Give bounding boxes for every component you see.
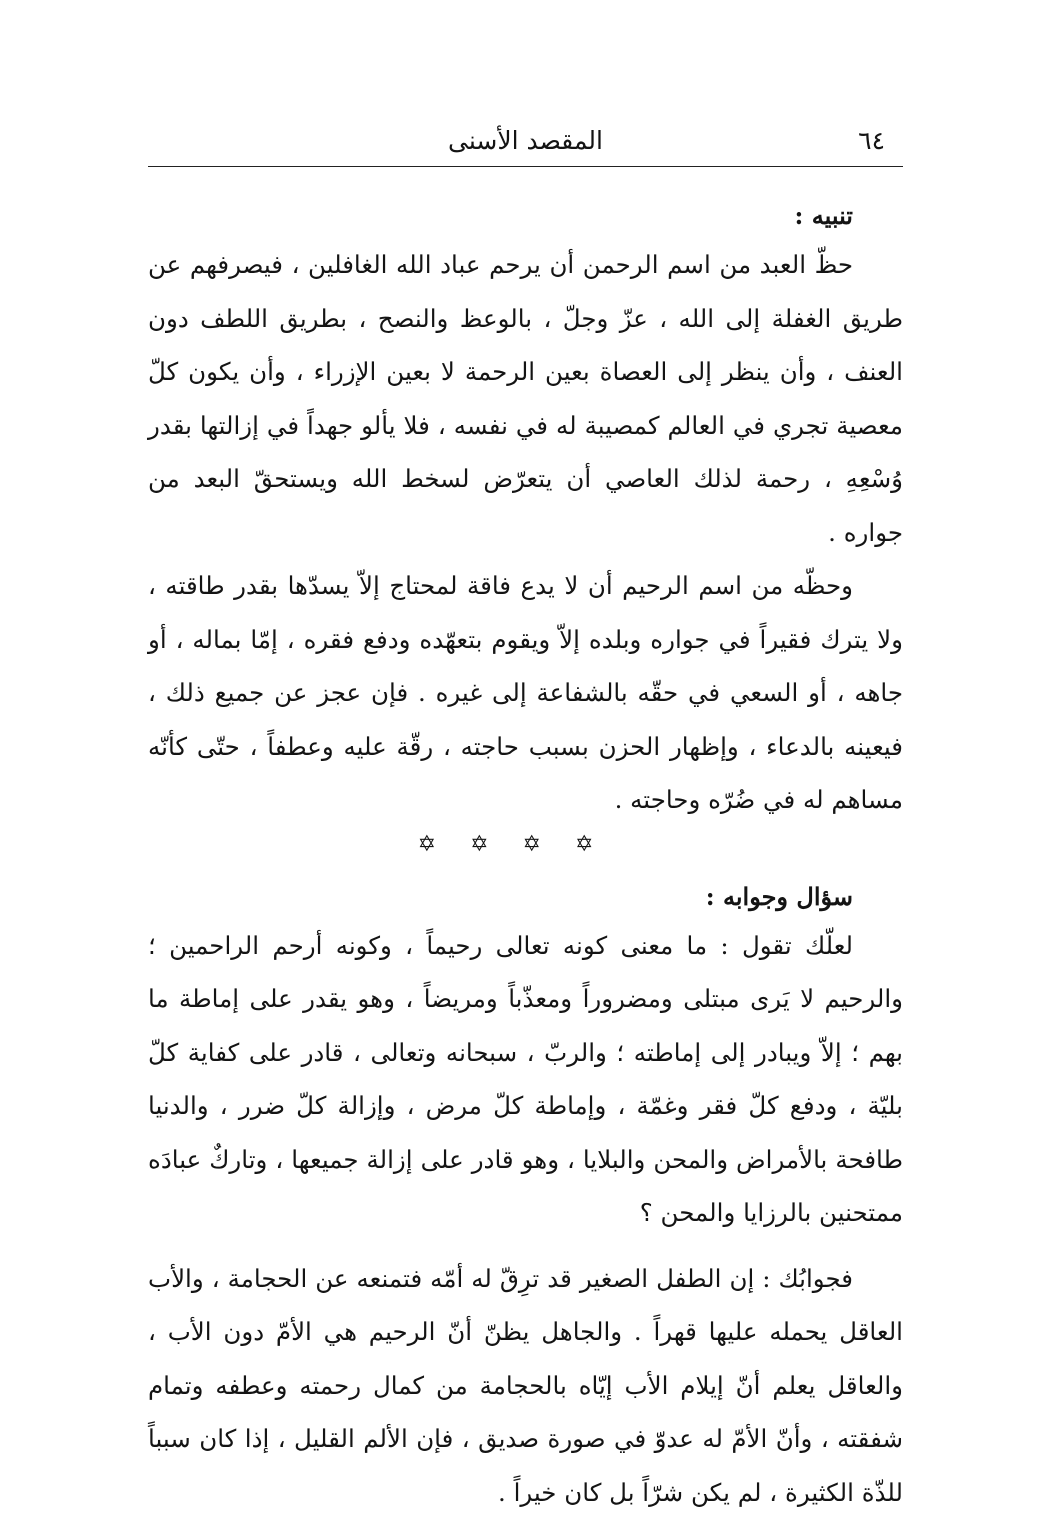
paragraph-answer: فجوابُك : إن الطفل الصغير قد ترِقّ له أمّه فتمنعه عن الحجامة ، والأب العاقل يحمله عليها قهراً . والجاهل يظنّ أنّ الرحيم هي الأمّ دون الأب ، والعاقل يعلم أنّ إيلام الأب إيّاه بالحجامة من كمال رحمته وعطفه وتمام شفقته ، وأنّ الأمّ له عدوّ في صورة صديق ، فإن الألم القليل ، إذا كان سبباً للذّة الكثيرة ، لم يكن شرّاً بل كان خيراً .: [148, 1252, 903, 1519]
star-icon: ✡: [575, 827, 593, 863]
star-icon: ✡: [418, 827, 436, 863]
section-separator: [148, 827, 903, 863]
paragraph-rahman: حظّ العبد من اسم الرحمن أن يرحم عباد الله الغافلين ، فيصرفهم عن طريق الغفلة إلى الله ، عزّ وجلّ ، بالوعظ والنصح ، بطريق اللطف دون العنف ، وأن ينظر إلى العصاة بعين الرحمة لا بعين الإزراء ، وأن يكون كلّ معصية تجري في العالم كمصيبة له في نفسه ، فلا يألو جهداً في إزالتها بقدر وُسْعِهِ ، رحمة لذلك العاصي أن يتعرّض لسخط الله ويستحقّ البعد من جواره .: [148, 238, 903, 559]
section-heading-note: تنبيه :: [148, 196, 853, 236]
page-body: [148, 196, 903, 1519]
star-icon: ✡: [470, 827, 488, 863]
page-number: ٦٤: [858, 126, 885, 155]
page-header: [148, 122, 903, 167]
paragraph-question: لعلّك تقول : ما معنى كونه تعالى رحيماً ، وكونه أرحم الراحمين ؛ والرحيم لا يَرى مبتلى ومضروراً ومعذّباً ومريضاً ، وهو يقدر على إماطة ما بهم ؛ إلاّ ويبادر إلى إماطته ؛ والربّ ، سبحانه وتعالى ، قادر على كفاية كلّ بليّة ، ودفع كلّ فقر وغمّة ، وإماطة كلّ مرض ، وإزالة كلّ ضرر ، والدنيا طافحة بالأمراض والمحن والبلايا ، وهو قادر على إزالة جميعها ، وتاركٌ عبادَه ممتحنين بالرزايا والمحن ؟: [148, 919, 903, 1240]
paragraph-rahim: وحظّه من اسم الرحيم أن لا يدع فاقة لمحتاج إلاّ يسدّها بقدر طاقته ، ولا يترك فقيراً في جواره وبلده إلاّ ويقوم بتعهّده ودفع فقره ، إمّا بماله ، أو جاهه ، أو السعي في حقّه بالشفاعة إلى غيره . فإن عجز عن جميع ذلك ، فيعينه بالدعاء ، وإظهار الحزن بسبب حاجته ، رقّة عليه وعطفاً ، حتّى كأنّه مساهم له في ضُرّه وحاجته .: [148, 559, 903, 827]
star-icon: ✡: [523, 827, 541, 863]
section-heading-question: سؤال وجوابه :: [148, 877, 853, 917]
paragraph-gap: [148, 1240, 903, 1252]
running-title: المقصد الأسنى: [148, 126, 903, 155]
